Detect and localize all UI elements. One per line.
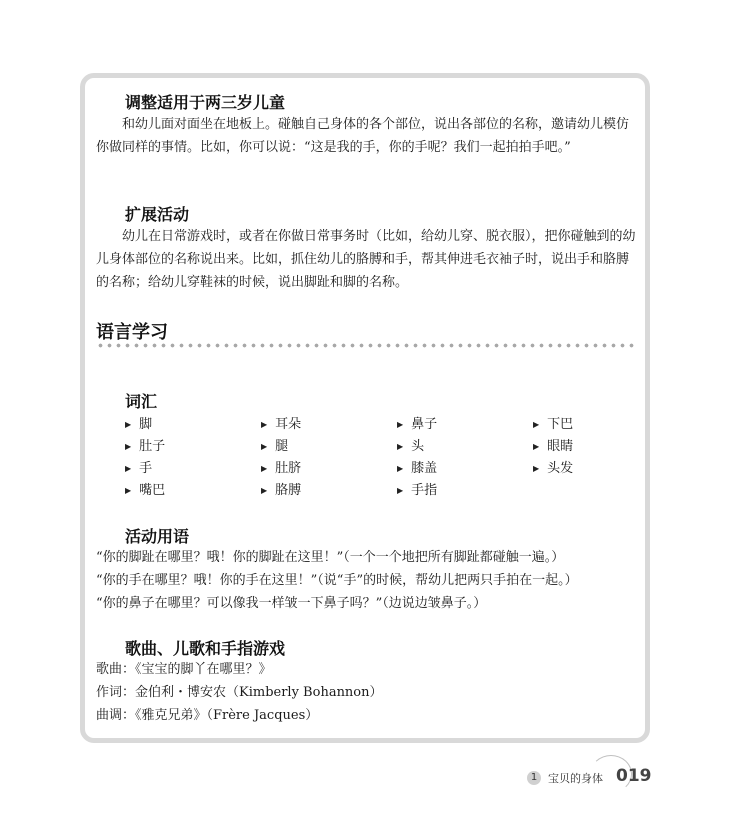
vocab-item: ▶ 肚子: [125, 436, 261, 458]
songs-heading: 歌曲、儿歌和手指游戏: [125, 639, 286, 658]
phrase-line: “你的脚趾在哪里？哦！你的脚趾在这里！”（一个一个地把所有脚趾都碰触一遍。）: [96, 550, 565, 565]
bullet-icon: ▶: [125, 420, 132, 429]
adjust-paragraph: 和幼儿面对面坐在地板上。碰触自己身体的各个部位，说出各部位的名称，邀请幼儿模仿你做同样的事情。比如，你可以说：“这是我的手，你的手呢？我们一起拍拍手吧。”: [96, 117, 630, 155]
phrase-line: “你的手在哪里？哦！你的手在这里！”（说“手”的时候，帮幼儿把两只手拍在一起。）: [96, 573, 578, 588]
bullet-icon: ▶: [397, 486, 404, 495]
expand-heading: 扩展活动: [125, 205, 190, 224]
vocab-item: ▶ 膝盖: [397, 458, 533, 480]
bullet-icon: ▶: [261, 486, 268, 495]
bullet-icon: ▶: [125, 464, 132, 473]
vocab-item: ▶ 鼻子: [397, 414, 533, 436]
phrases-heading: 活动用语: [125, 527, 190, 546]
bullet-icon: ▶: [125, 486, 132, 495]
dotted-divider: [96, 343, 636, 348]
song-line: 作词：金伯利・博安农（Kimberly Bohannon）: [96, 685, 383, 700]
bullet-icon: ▶: [261, 420, 268, 429]
bullet-icon: ▶: [261, 464, 268, 473]
vocab-item: ▶ 脚: [125, 414, 261, 436]
vocabulary-heading: 词汇: [125, 392, 158, 411]
bullet-icon: ▶: [397, 442, 404, 451]
language-section-title: 语言学习: [96, 322, 168, 343]
bullet-icon: ▶: [125, 442, 132, 451]
vocab-item: ▶ 下巴: [533, 414, 605, 436]
bullet-icon: ▶: [533, 442, 540, 451]
vocab-item: ▶ 手: [125, 458, 261, 480]
phrase-line: “你的鼻子在哪里？可以像我一样皱一下鼻子吗？”（边说边皱鼻子。）: [96, 596, 487, 611]
song-line: 曲调：《雅克兄弟》（Frère Jacques）: [96, 708, 319, 723]
vocab-item: ▶ 肚脐: [261, 458, 397, 480]
vocab-item: ▶ 眼睛: [533, 436, 605, 458]
bullet-icon: ▶: [533, 464, 540, 473]
adjust-heading: 调整适用于两三岁儿童: [125, 93, 286, 112]
bullet-icon: ▶: [533, 420, 540, 429]
vocab-item: ▶ 头发: [533, 458, 605, 480]
bullet-icon: ▶: [261, 442, 268, 451]
chapter-number-badge: 1: [527, 771, 541, 785]
page-number: 019: [616, 766, 652, 786]
vocab-item: ▶ 嘴巴: [125, 480, 261, 502]
vocab-item: ▶ 胳膊: [261, 480, 397, 502]
vocab-item: ▶ 手指: [397, 480, 533, 502]
vocabulary-list: [125, 414, 605, 502]
vocab-item: ▶ 腿: [261, 436, 397, 458]
vocab-item: ▶ 耳朵: [261, 414, 397, 436]
bullet-icon: ▶: [397, 464, 404, 473]
song-line: 歌曲：《宝宝的脚丫在哪里？》: [96, 662, 272, 677]
bullet-icon: ▶: [397, 420, 404, 429]
chapter-title: 宝贝的身体: [548, 772, 603, 785]
expand-paragraph: 幼儿在日常游戏时，或者在你做日常事务时（比如，给幼儿穿、脱衣服），把你碰触到的幼儿身体部位的名称说出来。比如，抓住幼儿的胳膊和手，帮其伸进毛衣袖子时，说出手和胳膊的名称；给幼儿穿鞋袜的时候，说出脚趾和脚的名称。: [96, 229, 636, 290]
vocab-item: ▶ 头: [397, 436, 533, 458]
